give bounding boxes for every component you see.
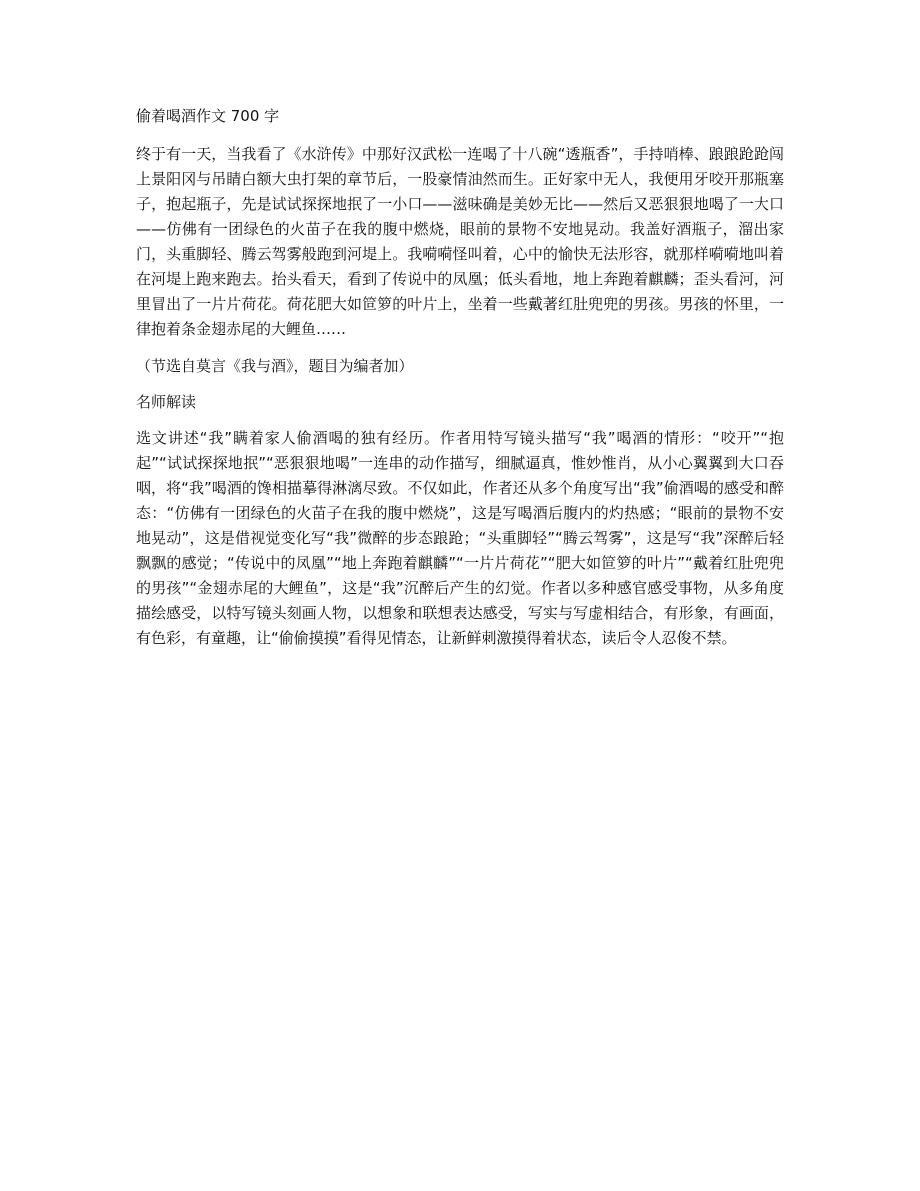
commentary-paragraph: 选文讲述“我”瞒着家人偷酒喝的独有经历。作者用特写镜头描写“我”喝酒的情形：“咬开”“抱起”“试试探探地抿”“恶狠狠地喝”一连串的动作描写，细腻逼真，惟妙惟肖，从小心翼翼到大口吞咽，将“我”喝酒的馋相描摹得淋漓尽致。不仅如此，作者还从多个角度写出“我”偷酒喝的感受和醉态：“仿佛有一团绿色的火苗子在我的腹中燃烧”，这是写喝酒后腹内的灼热感；“眼前的景物不安地晃动”，这是借视觉变化写“我”微醉的步态踉跄；“头重脚轻”“腾云驾雾”，这是写“我”深醉后轻飘飘的感觉；“传说中的凤凰”“地上奔跑着麒麟”“一片片荷花”“肥大如笸箩的叶片”“戴着红肚兜兜的男孩”“金翅赤尾的大鲤鱼”，这是“我”沉醉后产生的幻觉。作者以多种感官感受事物，从多角度描绘感受，以特写镜头刻画人物，以想象和联想表达感受，写实与写虚相结合，有形象，有画面，有色彩，有童趣，让“偷偷摸摸”看得见情态，让新鲜刺激摸得着状态，读后令人忍俊不禁。 <box>136 429 784 647</box>
document-page <box>136 104 784 663</box>
document-title: 偷着喝酒作文 700 字 <box>136 107 280 125</box>
excerpt-paragraph: 终于有一天，当我看了《水浒传》中那好汉武松一连喝了十八碗“透瓶香”，手持哨棒、踉踉跄跄闯上景阳冈与吊睛白额大虫打架的章节后，一股豪情油然而生。正好家中无人，我便用牙咬开那瓶塞子，抱起瓶子，先是试试探探地抿了一小口——滋味确是美妙无比——然后又恶狠狠地喝了一大口——仿佛有一团绿色的火苗子在我的腹中燃烧，眼前的景物不安地晃动。我盖好酒瓶子，溜出家门，头重脚轻、腾云驾雾般跑到河堤上。我嗬嗬怪叫着，心中的愉快无法形容，就那样嗬嗬地叫着在河堤上跑来跑去。抬头看天，看到了传说中的凤凰；低头看地，地上奔跑着麒麟；歪头看河，河里冒出了一片片荷花。荷花肥大如笸箩的叶片上，坐着一些戴著红肚兜兜的男孩。男孩的怀里，一律抱着条金翅赤尾的大鲤鱼…… <box>136 145 784 338</box>
section-heading: 名师解读 <box>136 393 197 411</box>
source-note: （节选自莫言《我与酒》，题目为编者加） <box>136 357 414 375</box>
